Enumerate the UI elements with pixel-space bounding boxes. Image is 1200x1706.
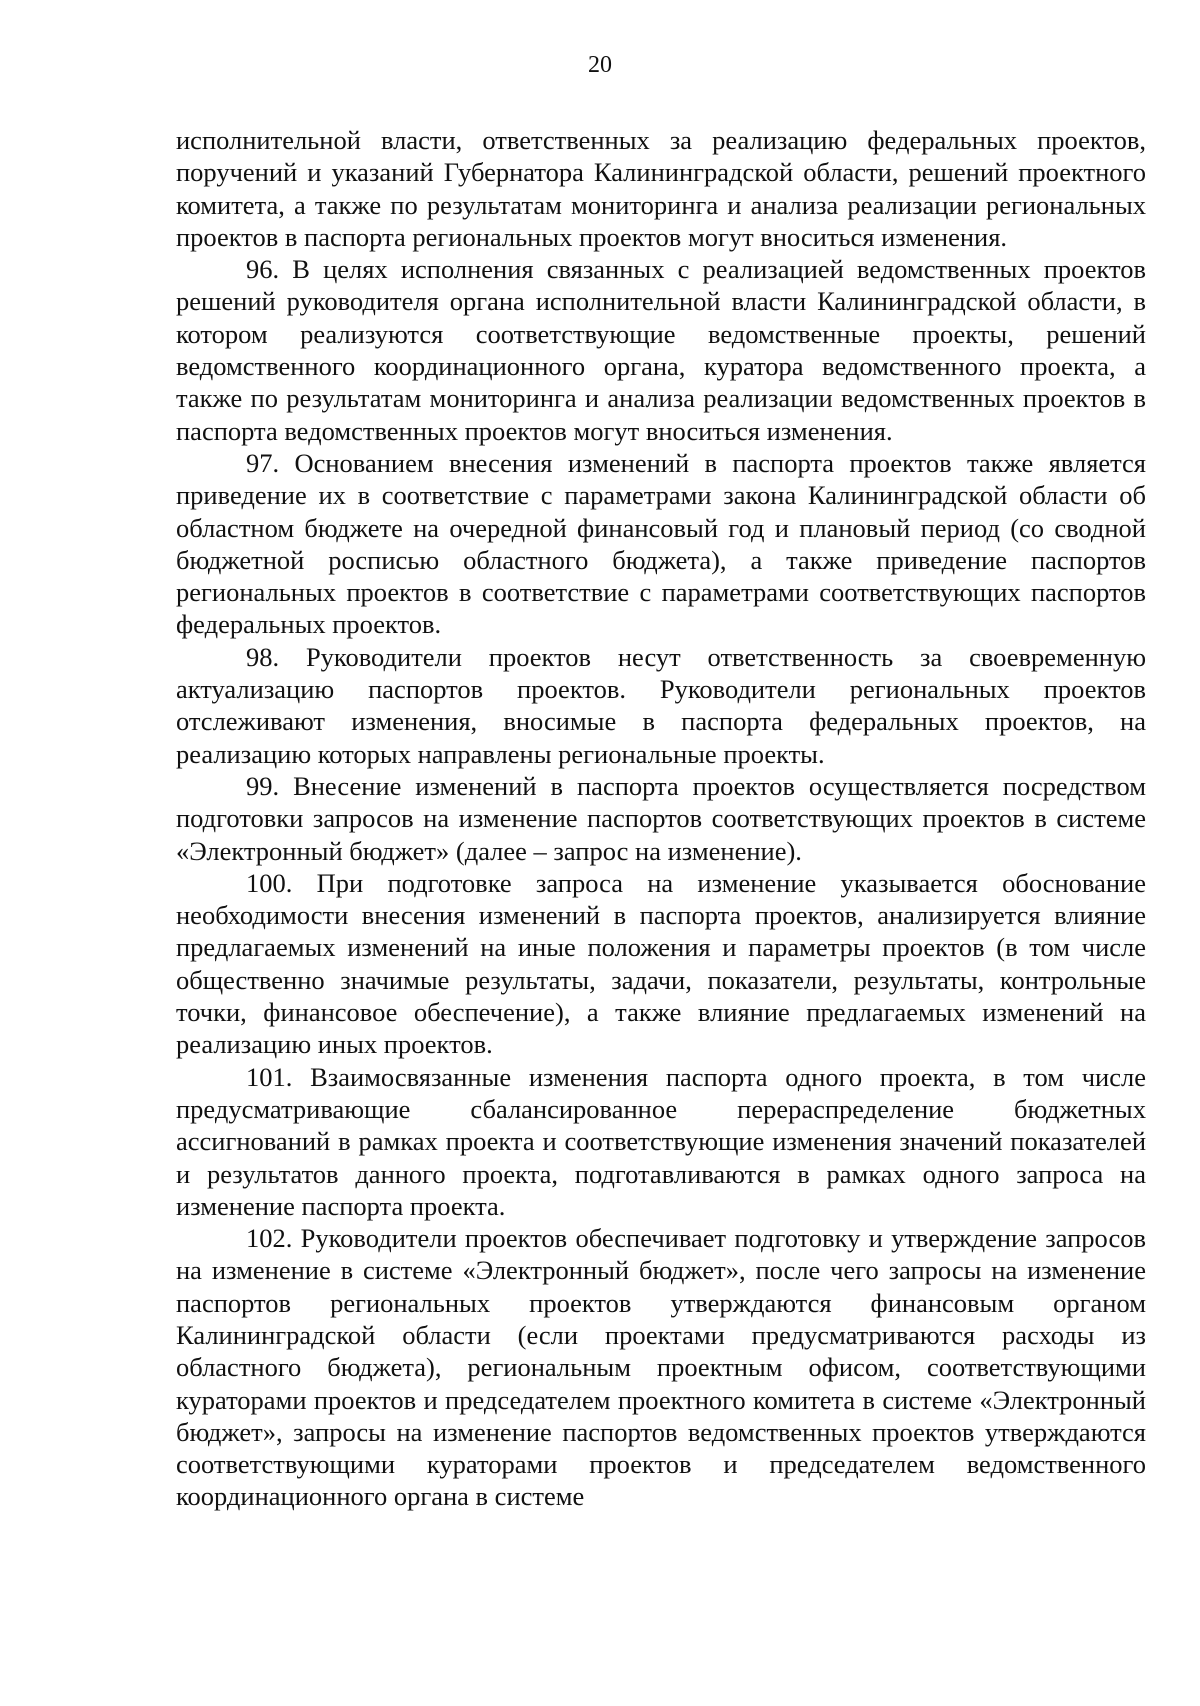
paragraph-99: 99. Внесение изменений в паспорта проектов осуществляется посредством подготовки запросов на изменение паспортов соответствующих проектов в системе «Электронный бюджет» (далее – запрос на изменение). [176, 770, 1146, 866]
paragraph-continuation: исполнительной власти, ответственных за реализацию федеральных проектов, поручений и указаний Губернатора Калининградской области, решений проектного комитета, а также по результатам мониторинга и анализа реализации региональных проектов в паспорта региональных проектов могут вноситься изменения. [176, 125, 1146, 252]
paragraph-102: 102. Руководители проектов обеспечивает подготовку и утверждение запросов на изменение в системе «Электронный бюджет», после чего запросы на изменение паспортов региональных проектов утверждаются финансовым органом Калининградской области (если проектами предусматриваются расходы из областного бюджета), региональным проектным офисом, соответствующими кураторами проектов и председателем проектного комитета в системе «Электронный бюджет», запросы на изменение паспортов ведомственных проектов утверждаются соответствующими кураторами проектов и председателем ведомственного координационного органа в системе [176, 1223, 1146, 1512]
document-body [176, 124, 1146, 1513]
paragraph-97: 97. Основанием внесения изменений в паспорта проектов также является приведение их в соответствие с параметрами закона Калининградской области об областном бюджете на очередной финансовый год и плановый период (со сводной бюджетной росписью областного бюджета), а также приведение паспортов региональных проектов в соответствие с параметрами соответствующих паспортов федеральных проектов. [176, 447, 1146, 640]
page-number: 20 [588, 52, 612, 78]
paragraph-98: 98. Руководители проектов несут ответственность за своевременную актуализацию паспортов проектов. Руководители региональных проектов отслеживают изменения, вносимые в паспорта федеральных проектов, на реализацию которых направлены региональные проекты. [176, 641, 1146, 769]
paragraph-101: 101. Взаимосвязанные изменения паспорта одного проекта, в том числе предусматривающие сбалансированное перераспределение бюджетных ассигнований в рамках проекта и соответствующие изменения значений показателей и результатов данного проекта, подготавливаются в рамках одного запроса на изменение паспорта проекта. [176, 1061, 1146, 1221]
paragraph-96: 96. В целях исполнения связанных с реализацией ведомственных проектов решений руководителя органа исполнительной власти Калининградской области, в котором реализуются соответствующие ведомственные проекты, решений ведомственного координационного органа, куратора ведомственного проекта, а также по результатам мониторинга и анализа реализации ведомственных проектов в паспорта ведомственных проектов могут вноситься изменения. [176, 254, 1146, 446]
paragraph-100: 100. При подготовке запроса на изменение указывается обоснование необходимости внесения изменений в паспорта проектов, анализируется влияние предлагаемых изменений на иные положения и параметры проектов (в том числе общественно значимые результаты, задачи, показатели, результаты, контрольные точки, финансовое обеспечение), а также влияние предлагаемых изменений на реализацию иных проектов. [176, 867, 1146, 1060]
